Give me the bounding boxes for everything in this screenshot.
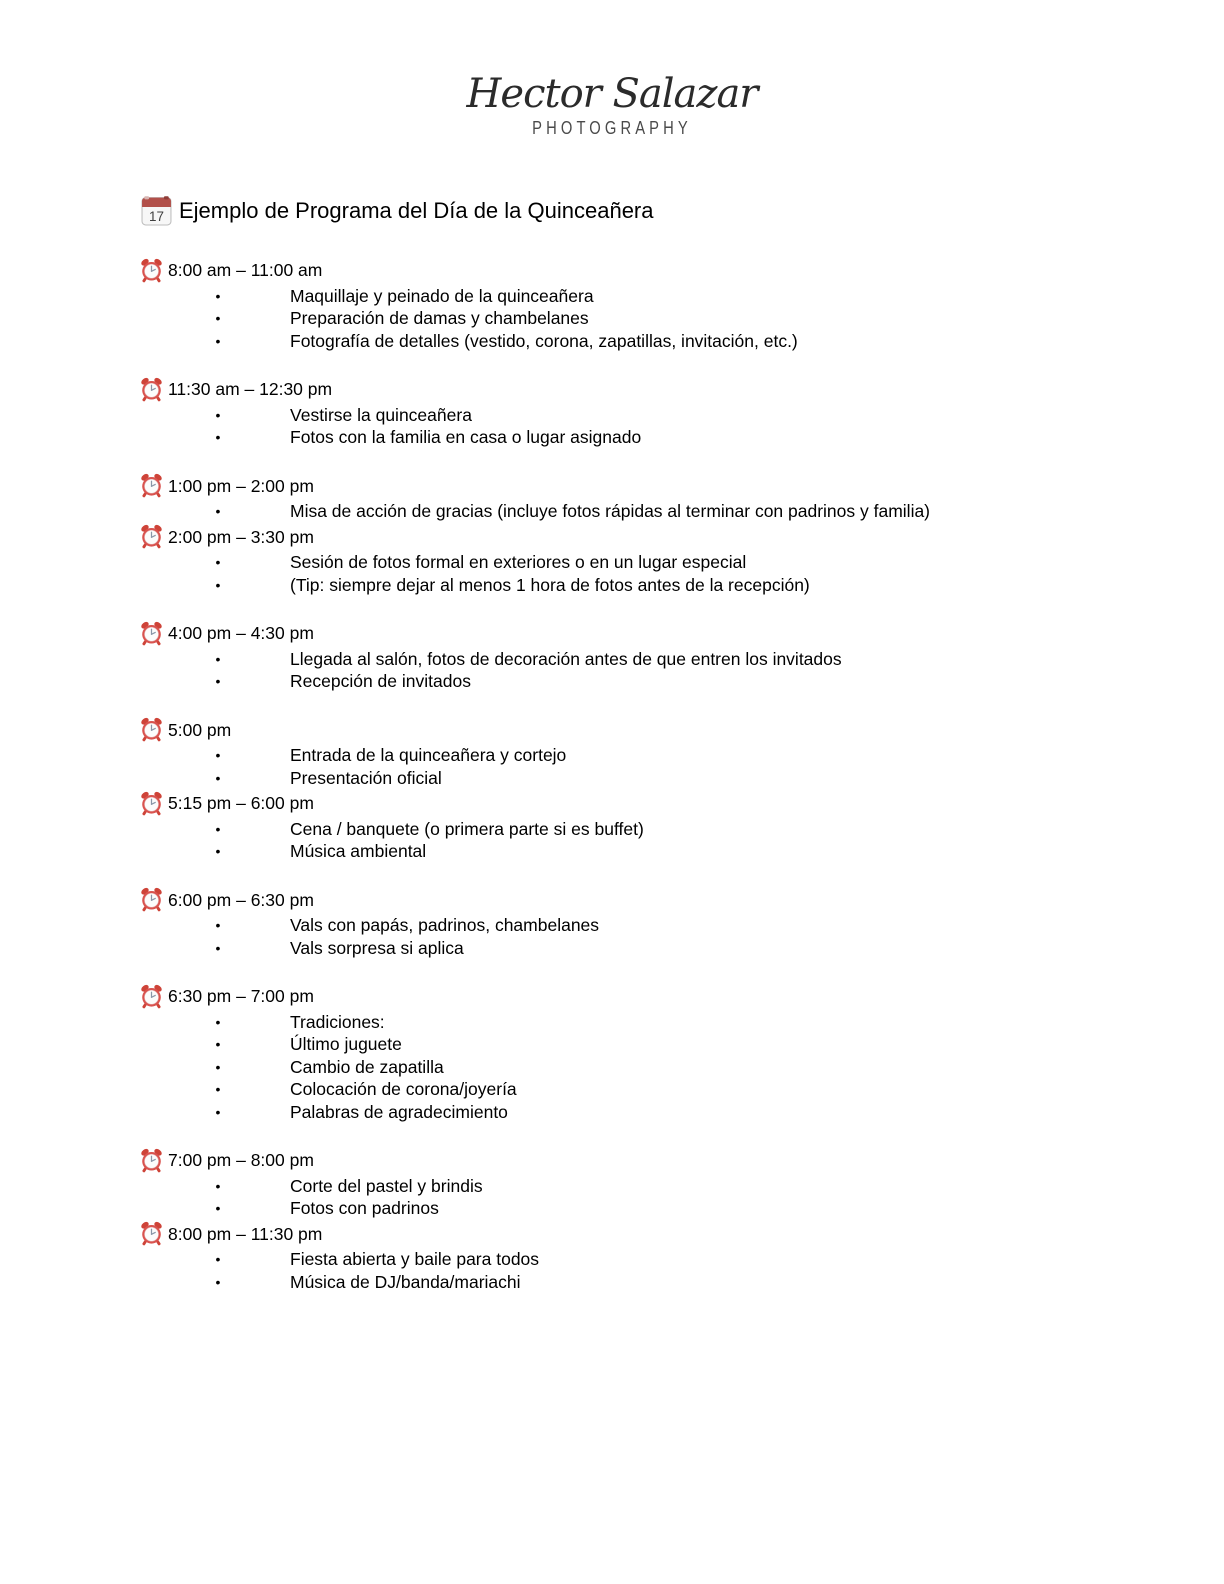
alarm-clock-icon (140, 984, 163, 1009)
schedule-section (141, 378, 1164, 449)
section-time-row (141, 1223, 1164, 1246)
bullet-dot: • (215, 820, 221, 837)
bullet-dot: • (215, 1036, 221, 1052)
alarm-clock-icon (140, 1148, 163, 1173)
bullet-dot: • (215, 429, 221, 445)
section-time: 6:30 pm – 7:00 pm (168, 986, 314, 1006)
bullet-text: Misa de acción de gracias (incluye fotos rápidas al terminar con padrinos y familia) (290, 501, 931, 521)
alarm-clock-icon (140, 473, 163, 498)
alarm-clock-icon (140, 717, 163, 742)
bullet-item (141, 937, 1164, 960)
bullet-text: Presentación oficial (290, 767, 442, 788)
bullet-item (141, 285, 1164, 308)
schedule-section (141, 622, 1164, 693)
schedule (141, 259, 1164, 1293)
bullet-item (141, 1101, 1164, 1124)
bullet-item (141, 1197, 1164, 1220)
logo (0, 0, 1224, 166)
alarm-clock-icon (140, 524, 163, 549)
bullet-item (141, 426, 1164, 449)
bullet-item (141, 744, 1164, 767)
bullet-text: Vals sorpresa si aplica (290, 937, 464, 958)
section-time-row (141, 622, 1164, 645)
section-time: 1:00 pm – 2:00 pm (168, 475, 314, 496)
bullet-dot: • (215, 503, 221, 519)
section-time-row (141, 889, 1164, 912)
section-time-row (141, 792, 1164, 815)
bullet-text: Recepción de invitados (290, 671, 471, 691)
schedule-section (141, 1223, 1164, 1294)
section-time: 5:00 pm (168, 719, 232, 740)
bullet-dot: • (215, 1200, 221, 1216)
logo-signature: Hector Salazar (466, 71, 758, 117)
bullet-dot: • (215, 1058, 221, 1075)
bullet-item (141, 818, 1164, 841)
bullet-text: Maquillaje y peinado de la quinceañera (290, 285, 594, 306)
bullet-text: Llegada al salón, fotos de decoración antes de que entren los invitados (290, 648, 842, 669)
bullet-item (141, 1248, 1164, 1271)
document-page (0, 195, 1224, 1293)
bullet-dot: • (215, 1177, 221, 1194)
schedule-section (141, 475, 1164, 523)
bullet-dot: • (215, 1273, 221, 1290)
bullet-text: Fotos con padrinos (290, 1198, 439, 1218)
alarm-clock-icon (140, 621, 163, 646)
bullet-text: Música de DJ/banda/mariachi (290, 1271, 521, 1292)
bullet-dot: • (215, 406, 221, 423)
bullet-item (141, 330, 1164, 353)
section-time: 7:00 pm – 8:00 pm (168, 1150, 314, 1170)
section-time: 6:00 pm – 6:30 pm (168, 889, 314, 910)
bullet-item (141, 1078, 1164, 1101)
schedule-section (141, 259, 1164, 352)
bullet-item (141, 307, 1164, 330)
page-title: Ejemplo de Programa del Día de la Quinceañera (179, 198, 654, 223)
section-time: 5:15 pm – 6:00 pm (168, 793, 314, 813)
alarm-clock-icon (140, 1221, 163, 1246)
schedule-section (141, 1149, 1164, 1220)
bullet-text: Tradiciones: (290, 1011, 385, 1032)
logo-subtitle: PHOTOGRAPHY (532, 118, 692, 138)
bullet-dot: • (215, 769, 221, 786)
bullet-dot: • (215, 554, 221, 570)
bullet-dot: • (215, 332, 221, 349)
bullet-text: Cena / banquete (o primera parte si es buffet) (290, 818, 644, 839)
bullet-text: Música ambiental (290, 841, 427, 861)
bullet-item (141, 1033, 1164, 1056)
bullet-dot: • (215, 843, 221, 859)
section-time-row (141, 378, 1164, 401)
document-title-row (141, 195, 1164, 226)
section-time-row (141, 259, 1164, 282)
bullet-text: Fotografía de detalles (vestido, corona, zapatillas, invitación, etc.) (290, 330, 798, 351)
section-time: 8:00 pm – 11:30 pm (168, 1223, 323, 1244)
bullet-text: Fotos con la familia en casa o lugar asignado (290, 427, 642, 447)
bullet-dot: • (215, 650, 221, 667)
bullet-dot: • (215, 939, 221, 956)
schedule-section (141, 985, 1164, 1123)
calendar-icon (141, 195, 172, 226)
bullet-text: Entrada de la quinceañera y cortejo (290, 745, 567, 765)
bullet-dot: • (215, 287, 221, 304)
bullet-text: Colocación de corona/joyería (290, 1079, 517, 1099)
bullet-dot: • (215, 1251, 221, 1267)
section-time-row (141, 475, 1164, 498)
bullet-text: Vals con papás, padrinos, chambelanes (290, 915, 600, 935)
bullet-item (141, 670, 1164, 693)
bullet-text: Sesión de fotos formal en exteriores o en un lugar especial (290, 552, 747, 572)
bullet-item (141, 914, 1164, 937)
alarm-clock-icon (140, 791, 163, 816)
bullet-text: (Tip: siempre dejar al menos 1 hora de fotos antes de la recepción) (290, 574, 810, 595)
alarm-clock-icon (140, 258, 163, 283)
bullet-dot: • (215, 1013, 221, 1030)
section-time-row (141, 1149, 1164, 1172)
bullet-dot: • (215, 310, 221, 326)
bullet-dot: • (215, 1103, 221, 1120)
bullet-item (141, 840, 1164, 863)
section-time: 2:00 pm – 3:30 pm (168, 526, 314, 547)
section-time-row (141, 526, 1164, 549)
alarm-clock-icon (140, 887, 163, 912)
bullet-dot: • (215, 673, 221, 689)
bullet-item (141, 1175, 1164, 1198)
bullet-item (141, 767, 1164, 790)
bullet-text: Cambio de zapatilla (290, 1056, 444, 1077)
bullet-text: Vestirse la quinceañera (290, 404, 472, 425)
bullet-item (141, 500, 1164, 523)
bullet-dot: • (215, 576, 221, 593)
bullet-item (141, 1011, 1164, 1034)
bullet-item (141, 648, 1164, 671)
section-time-row (141, 719, 1164, 742)
schedule-section (141, 792, 1164, 863)
bullet-item (141, 404, 1164, 427)
bullet-dot: • (215, 1081, 221, 1097)
bullet-dot: • (215, 747, 221, 763)
section-time: 11:30 am – 12:30 pm (168, 379, 333, 399)
alarm-clock-icon (140, 377, 163, 402)
schedule-section (141, 889, 1164, 960)
section-time-row (141, 985, 1164, 1008)
bullet-text: Palabras de agradecimiento (290, 1101, 508, 1122)
bullet-text: Último juguete (290, 1034, 402, 1054)
bullet-item (141, 1271, 1164, 1294)
bullet-item (141, 1056, 1164, 1079)
schedule-section (141, 526, 1164, 597)
schedule-section (141, 719, 1164, 790)
bullet-text: Fiesta abierta y baile para todos (290, 1249, 540, 1269)
bullet-item (141, 551, 1164, 574)
bullet-dot: • (215, 917, 221, 933)
bullet-item (141, 574, 1164, 597)
bullet-text: Corte del pastel y brindis (290, 1175, 483, 1196)
section-time: 4:00 pm – 4:30 pm (168, 623, 314, 643)
section-time: 8:00 am – 11:00 am (168, 260, 323, 280)
bullet-text: Preparación de damas y chambelanes (290, 308, 589, 328)
